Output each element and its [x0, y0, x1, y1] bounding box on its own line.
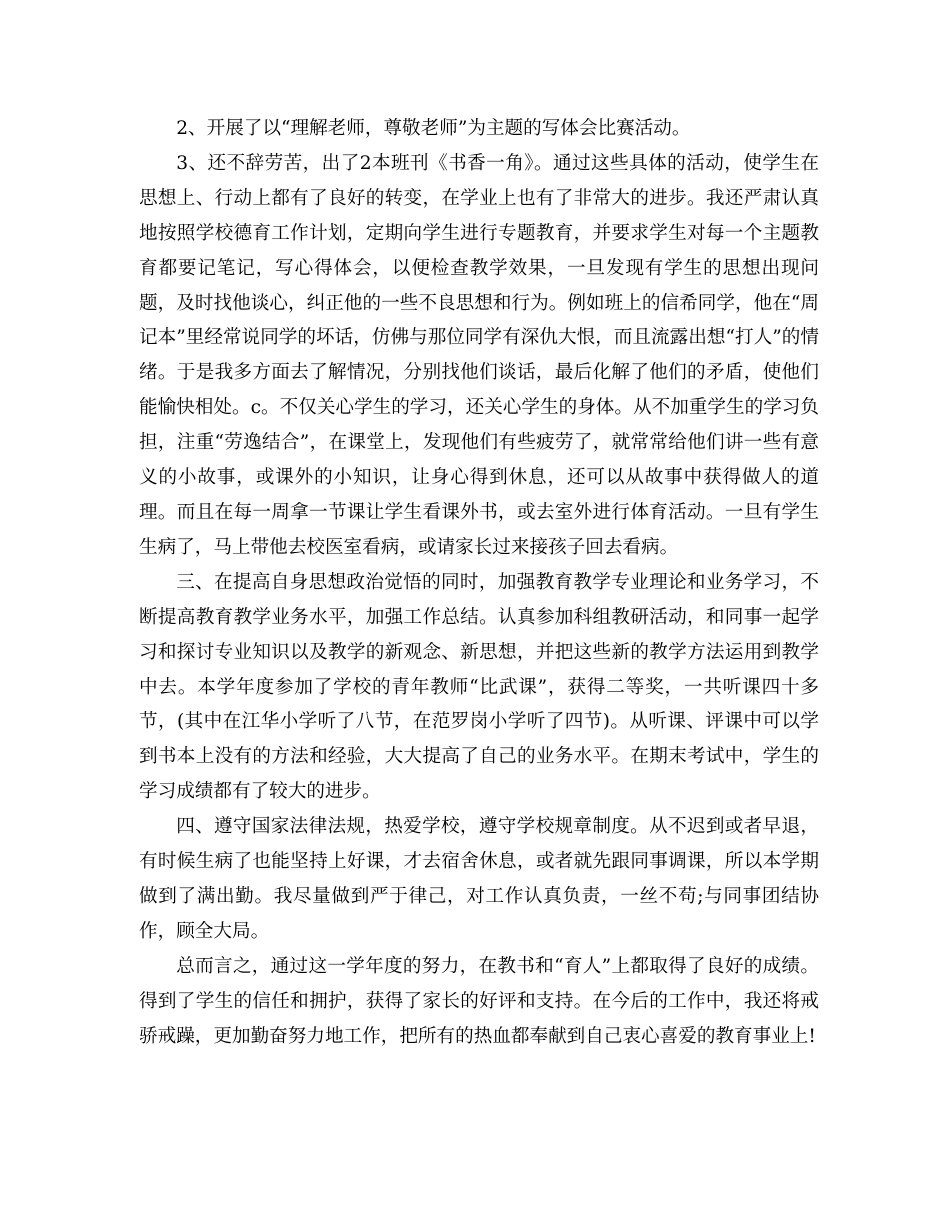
paragraph-section-four: 四、遵守国家法律法规，热爱学校，遵守学校规章制度。从不迟到或者早退，有时候生病了也能坚持上好课，才去宿舍休息，或者就先跟同事调课，所以本学期做到了满出勤。我尽量做到严于律己，对工作认真负责，一丝不苟;与同事团结协作，顾全大局。 — [139, 816, 819, 942]
paragraph-conclusion: 总而言之，通过这一学年度的努力，在教书和“育人”上都取得了良好的成绩。得到了学生的信任和拥护，获得了家长的好评和支持。在今后的工作中，我还将戒骄戒躁，更加勤奋努力地工作，把所有的热血都奉献到自己衷心喜爱的教育事业上! — [139, 955, 819, 1047]
document-body — [139, 112, 819, 1054]
paragraph-activity-3: 3、还不辞劳苦，出了2本班刊《书香一角》。通过这些具体的活动，使学生在思想上、行动上都有了良好的转变，在学业上也有了非常大的进步。我还严肃认真地按照学校德育工作计划，定期向学生进行专题教育，并要求学生对每一个主题教育都要记笔记，写心得体会，以便检查教学效果，一旦发现有学生的思想出现问题，及时找他谈心，纠正他的一些不良思想和行为。例如班上的信希同学，他在“周记本”里经常说同学的坏话，仿佛与那位同学有深仇大恨，而且流露出想“打人”的情绪。于是我多方面去了解情况，分别找他们谈话，最后化解了他们的矛盾，使他们能愉快相处。c。不仅关心学生的学习，还关心学生的身体。从不加重学生的学习负担，注重“劳逸结合”，在课堂上，发现他们有些疲劳了，就常常给他们讲一些有意义的小故事，或课外的小知识，让身心得到休息，还可以从故事中获得做人的道理。而且在每一周拿一节课让学生看课外书，或去室外进行体育活动。一旦有学生生病了，马上带他去校医室看病，或请家长过来接孩子回去看病。 — [139, 152, 819, 558]
paragraph-section-three: 三、在提高自身思想政治觉悟的同时，加强教育教学专业理论和业务学习，不断提高教育教学业务水平，加强工作总结。认真参加科组教研活动，和同事一起学习和探讨专业知识以及教学的新观念、新思想，并把这些新的教学方法运用到教学中去。本学年度参加了学校的青年教师“比武课”，获得二等奖，一共听课四十多节，(其中在江华小学听了八节，在范罗岗小学听了四节)。从听课、评课中可以学到书本上没有的方法和经验，大大提高了自己的业务水平。在期末考试中，学生的学习成绩都有了较大的进步。 — [139, 571, 819, 803]
paragraph-activity-2: 2、开展了以“理解老师，尊敬老师”为主题的写体会比赛活动。 — [176, 118, 691, 139]
